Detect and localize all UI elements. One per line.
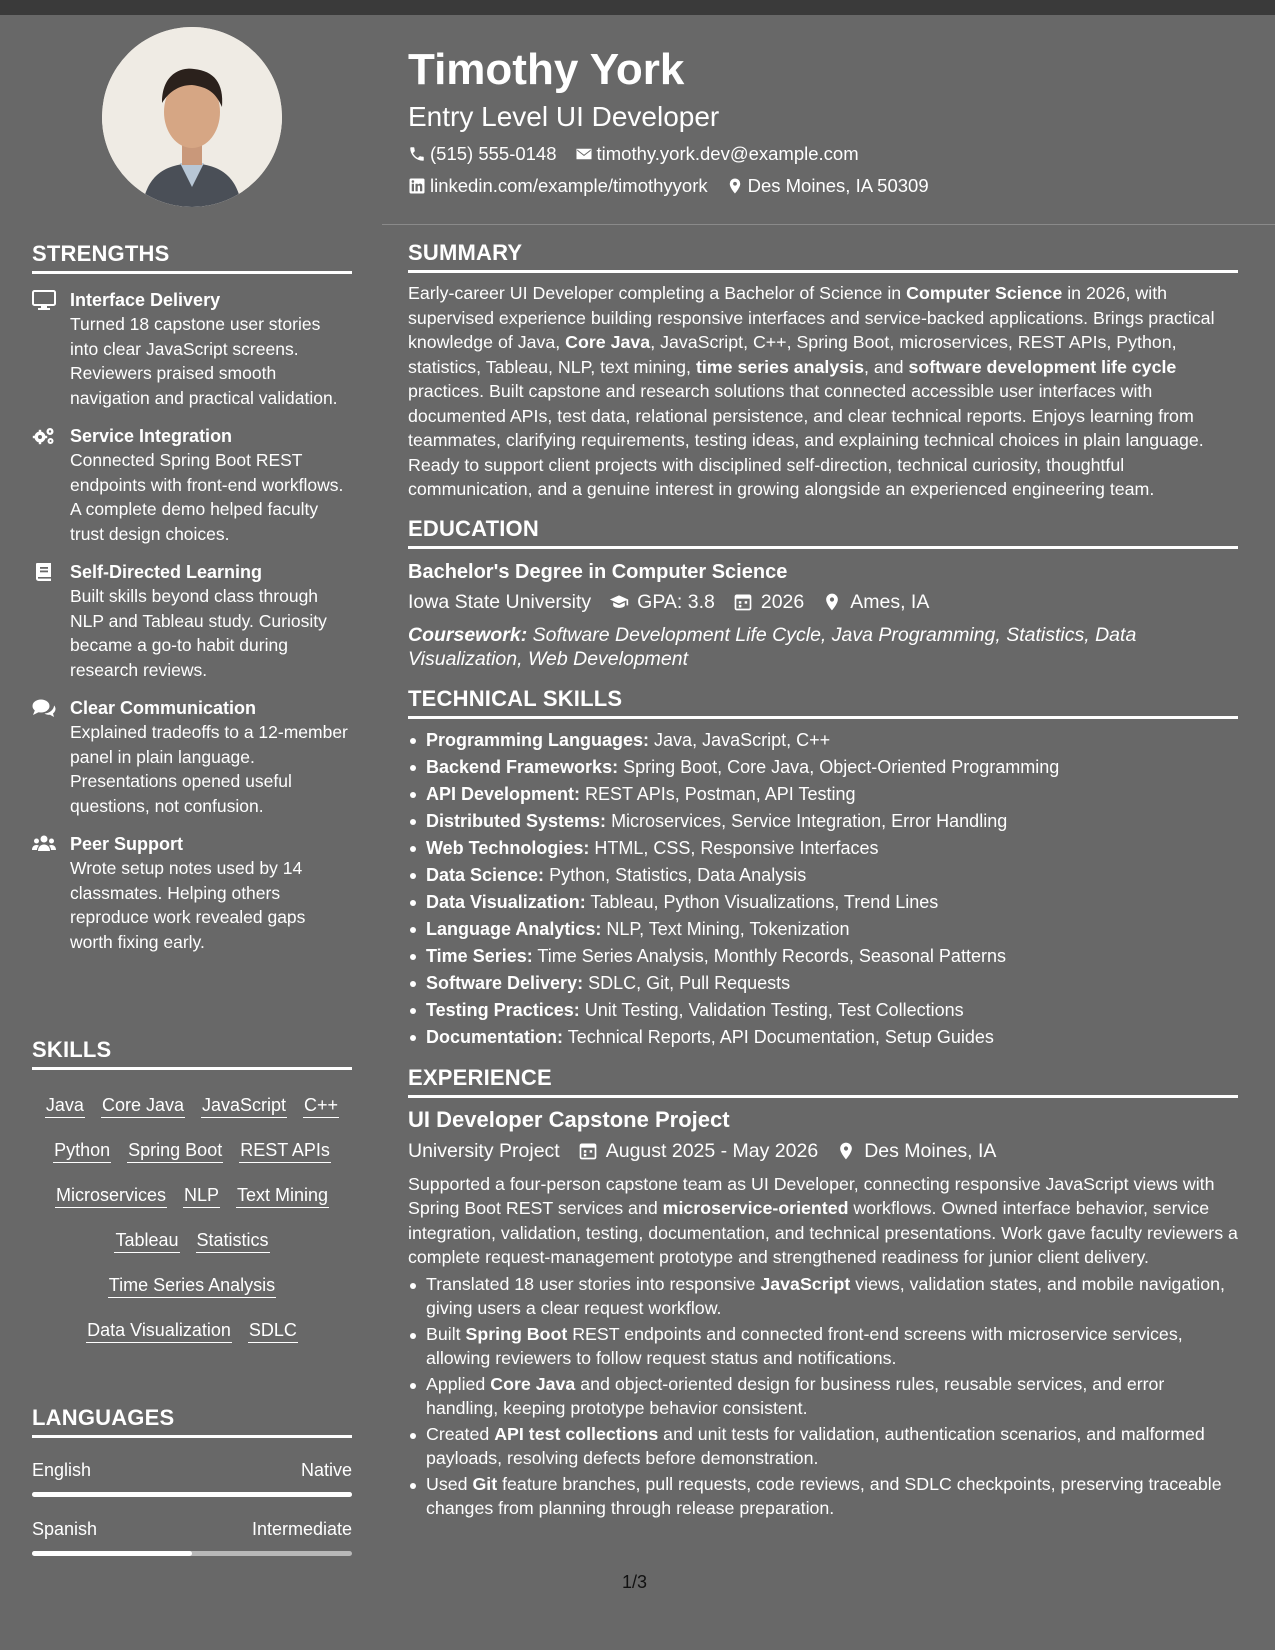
language-row	[32, 1458, 352, 1482]
skill-tag-label: Tableau	[114, 1230, 179, 1253]
text-run: Applied	[426, 1373, 491, 1394]
experience-bullets	[408, 1272, 1238, 1521]
skill-tag-label: C++	[303, 1095, 339, 1118]
technical-skill-item	[408, 943, 1238, 970]
strength-description: Connected Spring Boot REST endpoints with front-end workflows. A complete demo helped faculty trust design choices.	[70, 450, 344, 544]
calendar-icon	[578, 1141, 598, 1161]
technical-skill-value: Java, JavaScript, C++	[654, 729, 831, 750]
technical-skill-item	[408, 1024, 1238, 1051]
section-title-technical-skills: TECHNICAL SKILLS	[408, 686, 1238, 719]
skills-row	[32, 1119, 352, 1164]
skill-tag	[228, 1171, 337, 1209]
skill-tag-label: Java	[45, 1095, 85, 1118]
skill-tag	[78, 1306, 240, 1344]
skill-tag	[193, 1081, 295, 1119]
technical-skill-label: Programming Languages:	[426, 729, 650, 750]
technical-skill-label: Testing Practices:	[426, 999, 580, 1020]
bold-text: Computer Science	[906, 283, 1063, 303]
education-meta	[408, 589, 1238, 615]
skills-row	[32, 1074, 352, 1119]
text-run: and unit tests for validation, authentication scenarios, and malformed payloads, resolving defects before demonstration.	[426, 1423, 1205, 1468]
technical-skill-label: Distributed Systems:	[426, 810, 607, 831]
skill-tag-label: NLP	[183, 1185, 220, 1208]
strength-description: Wrote setup notes used by 14 classmates. Helping others reproduce work revealed gaps worth fixing early.	[70, 858, 306, 952]
skill-tag	[37, 1081, 93, 1119]
text-run: Built	[426, 1323, 466, 1344]
skill-tag-label: Text Mining	[236, 1185, 329, 1208]
skill-tag	[93, 1081, 193, 1119]
education-location: Ames, IA	[822, 589, 929, 615]
bold-text: Core Java	[490, 1373, 576, 1394]
contact-location: Des Moines, IA 50309	[726, 174, 929, 198]
skills-row	[32, 1254, 352, 1299]
coursework: Coursework: Software Development Life Cycle, Java Programming, Statistics, Data Visualization, Web Development	[408, 623, 1137, 670]
language-proficiency-bar	[32, 1492, 352, 1497]
comments-icon	[32, 698, 58, 718]
skill-tag-label: SDLC	[248, 1320, 298, 1343]
skill-tag-label: Statistics	[196, 1230, 270, 1253]
text-run: Translated 18 user stories into responsive	[426, 1273, 761, 1294]
strength-body	[70, 424, 352, 546]
section-title-languages: LANGUAGES	[32, 1405, 352, 1438]
technical-skill-value: Technical Reports, API Documentation, Setup Guides	[567, 1026, 994, 1047]
strength-title: Interface Delivery	[70, 290, 221, 310]
strength-description: Built skills beyond class through NLP and Tableau study. Curiosity became a go-to habit during research reviews.	[70, 586, 327, 680]
bold-text: Core Java	[565, 332, 651, 352]
experience-location: Des Moines, IA	[836, 1138, 996, 1164]
strength-title: Service Integration	[70, 426, 233, 446]
skill-tag	[47, 1171, 175, 1209]
header-divider	[382, 224, 1275, 225]
language-level: Native	[300, 1460, 352, 1480]
users-icon	[32, 834, 58, 854]
calendar-icon	[733, 592, 753, 612]
technical-skill-label: Data Visualization:	[426, 891, 586, 912]
experience-bullet	[408, 1422, 1238, 1471]
technical-skill-item	[408, 727, 1238, 754]
book-icon	[32, 562, 58, 582]
skill-tag-label: Python	[53, 1140, 111, 1163]
contact-row-1	[408, 142, 1238, 166]
languages-section	[32, 1405, 352, 1556]
skill-tag-label: Data Visualization	[86, 1320, 232, 1343]
bold-text: Spring Boot	[465, 1323, 568, 1344]
strength-title: Self-Directed Learning	[70, 562, 263, 582]
skill-tag	[45, 1126, 119, 1164]
technical-skill-item	[408, 808, 1238, 835]
language-item	[32, 1458, 352, 1497]
skill-tag	[175, 1171, 228, 1209]
experience-title: UI Developer Capstone Project	[408, 1106, 730, 1132]
skills-row	[32, 1209, 352, 1254]
strength-body	[70, 696, 352, 818]
linkedin-icon	[408, 177, 426, 195]
text-run: feature branches, pull requests, code reviews, and SDLC checkpoints, preserving traceable changes from planning through release preparation.	[426, 1473, 1222, 1518]
section-title-strengths: STRENGTHS	[32, 241, 352, 274]
text-run: Early-career UI Developer completing a Bachelor of Science in	[408, 283, 907, 303]
strength-item	[32, 424, 352, 546]
gears-icon	[32, 426, 58, 446]
map-pin-icon	[822, 592, 842, 612]
language-row	[32, 1517, 352, 1541]
experience-bullet	[408, 1322, 1238, 1371]
strength-body	[70, 288, 352, 410]
strength-item	[32, 832, 352, 954]
technical-skill-label: Documentation:	[426, 1026, 563, 1047]
technical-skill-item	[408, 862, 1238, 889]
experience-bullet	[408, 1272, 1238, 1321]
skill-tag	[188, 1216, 278, 1254]
technical-skill-label: Data Science:	[426, 864, 545, 885]
language-level: Intermediate	[251, 1519, 352, 1539]
skill-tag-label: JavaScript	[201, 1095, 287, 1118]
skill-tag	[119, 1126, 231, 1164]
contact-phone: (515) 555-0148	[408, 142, 557, 166]
strength-body	[70, 832, 352, 954]
skill-tag	[106, 1216, 187, 1254]
skill-tag-label: Spring Boot	[127, 1140, 223, 1163]
technical-skill-value: Unit Testing, Validation Testing, Test Collections	[584, 999, 964, 1020]
main-content	[408, 226, 1238, 1522]
skill-tag-label: Core Java	[101, 1095, 185, 1118]
candidate-name: Timothy York	[408, 45, 685, 94]
gpa: GPA: 3.8	[609, 589, 715, 615]
experience-meta	[408, 1138, 1238, 1164]
technical-skill-label: Language Analytics:	[426, 918, 602, 939]
strength-description: Turned 18 capstone user stories into clear JavaScript screens. Reviewers praised smooth navigation and practical validation.	[70, 314, 338, 408]
experience-bullet	[408, 1472, 1238, 1521]
map-pin-icon	[836, 1141, 856, 1161]
text-run: views, validation states, and mobile navigation, giving users a clear request workflow.	[426, 1273, 1225, 1318]
strength-item	[32, 288, 352, 410]
skill-tag-label: Microservices	[55, 1185, 167, 1208]
envelope-icon	[575, 145, 593, 163]
technical-skill-value: HTML, CSS, Responsive Interfaces	[594, 837, 879, 858]
skill-tag	[100, 1261, 284, 1299]
technical-skill-value: NLP, Text Mining, Tokenization	[606, 918, 850, 939]
strength-body	[70, 560, 352, 682]
experience-bullet	[408, 1372, 1238, 1421]
skill-tag-label: REST APIs	[239, 1140, 331, 1163]
technical-skill-item	[408, 916, 1238, 943]
skill-tag-label: Time Series Analysis	[108, 1275, 276, 1298]
technical-skill-item	[408, 970, 1238, 997]
strength-item	[32, 696, 352, 818]
bold-text: time series analysis	[695, 356, 864, 377]
technical-skill-item	[408, 997, 1238, 1024]
resume-header	[408, 40, 1238, 198]
strength-title: Clear Communication	[70, 698, 257, 718]
technical-skill-value: REST APIs, Postman, API Testing	[585, 783, 856, 804]
degree-title: Bachelor's Degree in Computer Science	[408, 560, 788, 583]
text-run: practices. Built capstone and research solutions that connected accessible user interfaces with documented APIs, test data, relational persistence, and clear technical reports. Enjoys learning from teammates, clarifying requirements, testing ideas, and explaining technical choices in plain language. Ready to support client projects with disciplined self-direction, technical curiosity, thoughtful communication, and a genuine interest in growing alongside an experienced engineering team.	[408, 381, 1204, 499]
section-title-experience: EXPERIENCE	[408, 1065, 1238, 1098]
technical-skill-item	[408, 889, 1238, 916]
summary-text	[408, 281, 1238, 502]
contact-row-2	[408, 174, 1238, 198]
monitor-icon	[32, 290, 58, 310]
language-proficiency-fill	[32, 1492, 352, 1497]
text-run: REST endpoints and connected front-end screens with microservice services, allowing reviewers to follow request status and notifications.	[426, 1323, 1183, 1368]
section-title-education: EDUCATION	[408, 516, 1238, 549]
map-pin-icon	[726, 177, 744, 195]
page-number: 1/3	[622, 1572, 648, 1592]
school-name: Iowa State University	[408, 590, 592, 613]
text-run: , and	[863, 356, 909, 377]
contact-linkedin[interactable]: linkedin.com/example/timothyyork	[408, 174, 708, 198]
experience-dates: August 2025 - May 2026	[578, 1138, 818, 1164]
technical-skill-item	[408, 781, 1238, 808]
graduation-cap-icon	[609, 592, 629, 612]
technical-skill-item	[408, 754, 1238, 781]
text-run: Supported a four-person capstone team as UI Developer, connecting responsive JavaScript views with Spring Boot REST services and	[408, 1173, 1215, 1218]
candidate-title: Entry Level UI Developer	[408, 101, 720, 132]
profile-photo	[102, 27, 282, 207]
language-name: Spanish	[32, 1519, 98, 1539]
skills-row	[32, 1164, 352, 1209]
technical-skill-label: Time Series:	[426, 945, 533, 966]
technical-skill-value: Time Series Analysis, Monthly Records, Seasonal Patterns	[537, 945, 1006, 966]
phone-icon	[408, 145, 426, 163]
language-item	[32, 1517, 352, 1556]
section-title-summary: SUMMARY	[408, 240, 1238, 273]
strengths-section	[32, 241, 352, 954]
technical-skill-item	[408, 835, 1238, 862]
language-proficiency-bar	[32, 1551, 352, 1556]
skill-tag	[231, 1126, 339, 1164]
graduation-year: 2026	[733, 589, 804, 615]
text-run: in 2026, with supervised experience building responsive interfaces and service-backed applications. Brings practical knowledge of Java,	[408, 283, 1215, 352]
bold-text: Git	[472, 1473, 498, 1494]
contact-email[interactable]: timothy.york.dev@example.com	[575, 142, 859, 166]
strength-item	[32, 560, 352, 682]
skills-section	[32, 1037, 352, 1344]
section-title-skills: SKILLS	[32, 1037, 352, 1070]
skills-row	[32, 1299, 352, 1344]
text-run: , JavaScript, C++, Spring Boot, microservices, REST APIs, Python, statistics, Tableau, NLP, text mining,	[408, 332, 1177, 377]
bold-text: microservice-oriented	[662, 1198, 849, 1218]
technical-skill-label: API Development:	[426, 783, 581, 804]
technical-skill-value: Microservices, Service Integration, Error Handling	[611, 810, 1008, 831]
bold-text: API test collections	[494, 1423, 659, 1444]
technical-skill-label: Backend Frameworks:	[426, 756, 619, 777]
experience-org: University Project	[408, 1139, 560, 1162]
bold-text: software development life cycle	[908, 356, 1177, 377]
language-proficiency-fill	[32, 1551, 192, 1556]
experience-description	[408, 1172, 1238, 1270]
language-name: English	[32, 1460, 92, 1480]
text-run: and object-oriented design for business rules, reusable services, and error handling, keeping prototype behavior consistent.	[426, 1373, 1165, 1418]
text-run: workflows. Owned interface behavior, service integration, validation, testing, documentation, and technical presentations. Work gave faculty reviewers a complete request-management prototype and strengthened readiness for junior client delivery.	[408, 1198, 1238, 1267]
text-run: Created	[426, 1423, 495, 1444]
technical-skill-value: Python, Statistics, Data Analysis	[549, 864, 807, 885]
skill-tag	[240, 1306, 306, 1344]
technical-skill-label: Web Technologies:	[426, 837, 590, 858]
technical-skill-value: SDLC, Git, Pull Requests	[588, 972, 791, 993]
technical-skills-list	[408, 727, 1238, 1051]
technical-skill-value: Spring Boot, Core Java, Object-Oriented Programming	[623, 756, 1060, 777]
skill-tag	[295, 1081, 347, 1119]
strength-title: Peer Support	[70, 834, 184, 854]
technical-skill-label: Software Delivery:	[426, 972, 584, 993]
technical-skill-value: Tableau, Python Visualizations, Trend Lines	[590, 891, 939, 912]
window-top-bar	[0, 0, 1275, 15]
bold-text: JavaScript	[760, 1273, 851, 1294]
text-run: Used	[426, 1473, 473, 1494]
strength-description: Explained tradeoffs to a 12-member panel in plain language. Presentations opened useful questions, not confusion.	[70, 722, 348, 816]
